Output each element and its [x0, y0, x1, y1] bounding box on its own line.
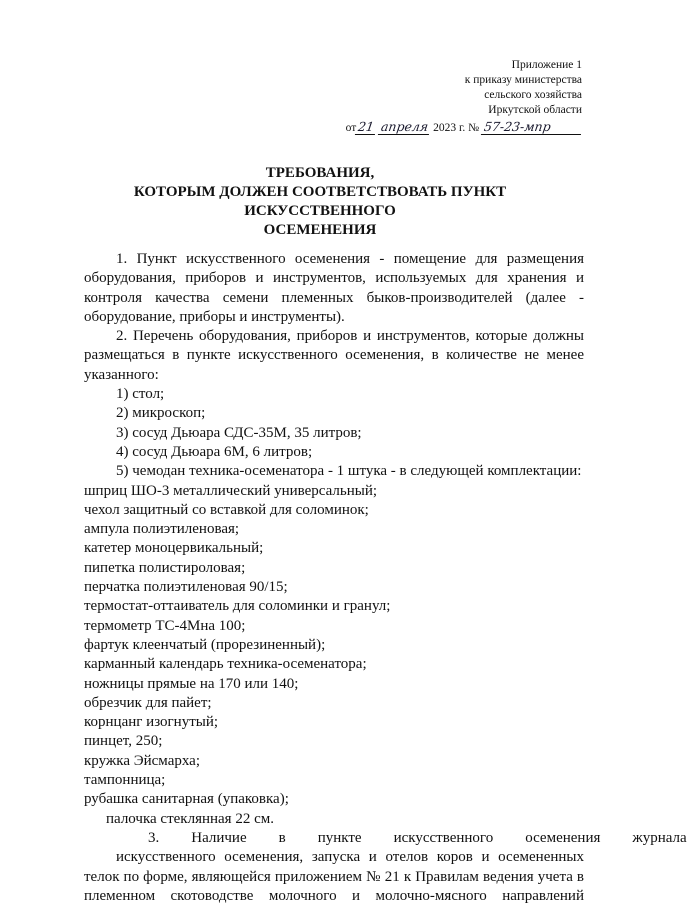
kit-item: карманный календарь техника-осеменатора; [84, 656, 367, 673]
kit-list [84, 482, 584, 829]
document-title [0, 164, 640, 240]
kit-item: корнцанг изогнутый; [84, 714, 219, 731]
kit-item: фартук клеенчатый (прорезиненный); [84, 636, 326, 653]
paragraph-2: 2. Перечень оборудования, приборов и инструментов, которые должны размещаться в пункте искусственного осеменения, в количестве не менее указанного: [84, 328, 584, 383]
p3-word: пункте [317, 829, 362, 846]
appendix-line: Приложение 1 [511, 59, 582, 71]
kit-item: ампула полиэтиленовая; [84, 521, 240, 538]
order-number-handwritten: 57-23-мпр [481, 119, 583, 135]
kit-item: термостат-оттаиватель для соломинки и гранул; [84, 598, 391, 615]
kit-item: обрезчик для пайет; [84, 694, 212, 711]
p3-word: осеменения [525, 829, 601, 846]
appendix-line: сельского хозяйства [484, 89, 582, 101]
kit-item: пинцет, 250; [84, 733, 163, 750]
p3-word: в [278, 829, 286, 846]
order-day-handwritten: 21 [355, 119, 377, 135]
paragraph-3-first-line [84, 829, 687, 848]
paragraph-3 [84, 829, 687, 906]
kit-item: перчатка полиэтиленовая 90/15; [84, 579, 288, 596]
title-line: КОТОРЫМ ДОЛЖЕН СООТВЕТСТВОВАТЬ ПУНКТ [133, 184, 507, 200]
kit-item: тампонница; [84, 772, 166, 789]
kit-item: палочка стеклянная 22 см. [106, 810, 274, 827]
kit-item: пипетка полистироловая; [84, 559, 246, 576]
order-date-line [346, 119, 582, 136]
kit-item: термометр ТС-4Мна 100; [84, 617, 246, 634]
paragraph-1: 1. Пункт искусственного осеменения - помещение для размещения оборудования, приборов и инструментов, используемых для хранения и контроля качества семени племенных быков-производителей (далее - оборудование, приборы и инструменты). [84, 251, 584, 325]
list-item: 4) сосуд Дьюара 6М, 6 литров; [116, 443, 313, 460]
kit-item: катетер моноцервикальный; [84, 540, 264, 557]
title-line: ИСКУССТВЕННОГО [244, 203, 396, 219]
equipment-list [84, 385, 584, 481]
paragraph-3-rest: искусственного осеменения, запуска и отелов коров и осемененных телок по форме, являющейся приложением № 21 к Правилам ведения учета в племенном скотоводстве молочного и молочно-мясного направлений [84, 849, 584, 904]
list-item: 1) стол; [116, 386, 165, 403]
kit-item: шприц ШО-3 металлический универсальный; [84, 482, 378, 499]
kit-item: кружка Эйсмарха; [84, 752, 200, 769]
document-body [84, 250, 687, 906]
list-item: 3) сосуд Дьюара СДС-35М, 35 литров; [116, 424, 362, 441]
kit-item: ножницы прямые на 170 или 140; [84, 675, 299, 692]
order-prefix: от [345, 122, 357, 134]
p3-word: Наличие [191, 829, 247, 846]
p3-word: журнала [632, 829, 687, 846]
order-month-handwritten: апреля [378, 119, 431, 135]
list-item: 5) чемодан техника-осеменатора - 1 штука - в следующей комплектации: [116, 463, 582, 480]
title-line: ОСЕМЕНЕНИЯ [263, 222, 377, 238]
kit-item: чехол защитный со вставкой для соломинок; [84, 501, 369, 518]
order-year-text: 2023 г. № [433, 122, 480, 134]
p3-word: 3. [148, 829, 160, 846]
appendix-header [346, 58, 582, 136]
appendix-line: к приказу министерства [464, 74, 582, 86]
title-line: ТРЕБОВАНИЯ, [265, 165, 375, 181]
appendix-line: Иркутской области [488, 104, 582, 116]
kit-item: рубашка санитарная (упаковка); [84, 791, 289, 808]
list-item: 2) микроскоп; [116, 405, 206, 422]
p3-word: искусственного [393, 829, 494, 846]
